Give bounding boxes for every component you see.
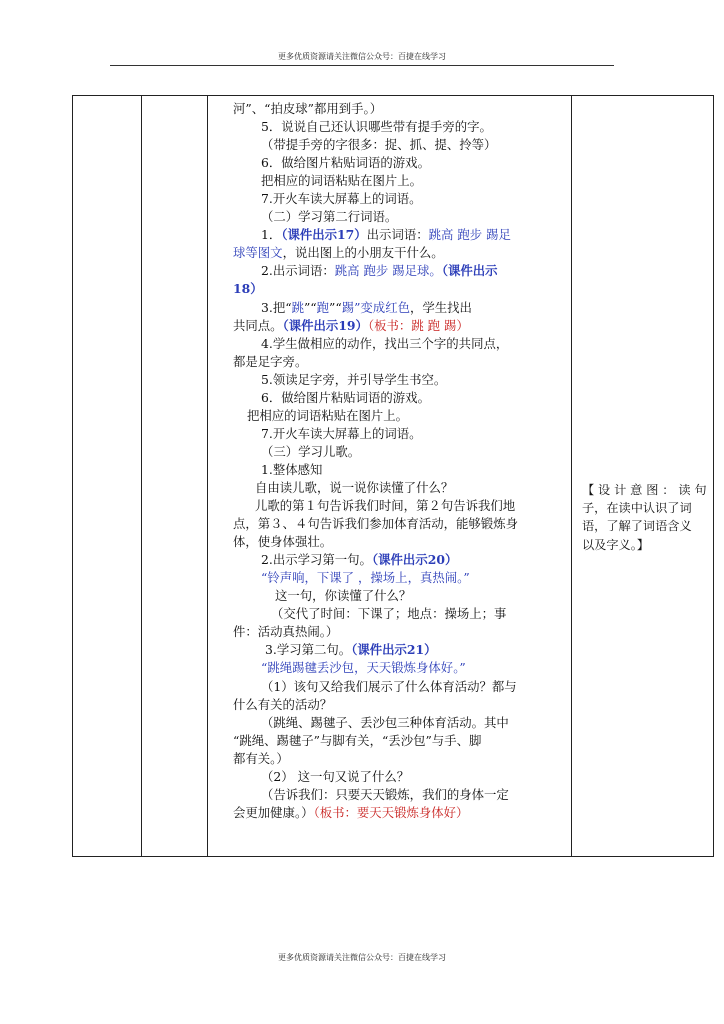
column-2-cell: [142, 96, 208, 857]
text-line: [233, 226, 569, 244]
text-run: 3.学习第二句。: [265, 642, 352, 658]
highlight-char: 跳: [291, 299, 304, 315]
text-line: “跳绳、踢毽子”与脚有关，“丢沙包”与手、脚: [233, 732, 482, 748]
text-line: [233, 641, 569, 659]
text-line: 都是足字旁。: [233, 353, 308, 369]
text-line: 1.整体感知: [261, 461, 323, 477]
courseware-cue: （课件出示19）: [282, 317, 368, 333]
text-line: 自由读儿歌，说一说你读懂了什么？: [255, 479, 454, 495]
text-run: ”“: [303, 299, 317, 315]
text-line: 体，使身体强壮。: [233, 534, 333, 550]
courseware-cue: （课件出示20）: [371, 552, 458, 568]
note-line: 以及字义。】: [582, 537, 650, 552]
text-line: [233, 244, 569, 262]
text-line: 把相应的词语粘贴在图片上。: [247, 407, 409, 423]
text-line: 什么有关的活动？: [233, 696, 333, 712]
teaching-process-text: [208, 96, 571, 856]
board-writing: （板书：要天天锻炼身体好）: [313, 804, 469, 820]
text-run: 2.出示词语：: [261, 263, 335, 279]
text-line: 4.学生做相应的动作，找出三个字的共同点，: [261, 335, 509, 351]
text-line: [233, 804, 569, 822]
nursery-rhyme-line: “铃声响，下课了 ，操场上，真热闹。”: [261, 570, 470, 586]
header-rule: [110, 65, 614, 66]
vocab-words: 跳高 跑步 踢足球。: [334, 263, 442, 279]
text-line: 河”、“拍皮球”都用到手。）: [233, 101, 383, 116]
text-line: [233, 551, 569, 569]
text-line: 把相应的词语粘贴在图片上。: [261, 173, 423, 189]
text-line: （二）学习第二行词语。: [261, 209, 398, 225]
text-line: （告诉我们：只要天天锻炼，我们的身体一定: [261, 786, 509, 802]
text-line: 6．做给图片粘贴词语的游戏。: [261, 155, 430, 171]
courseware-cue: 18）: [233, 281, 263, 297]
text-line: （2） 这一句又说了什么？: [261, 768, 410, 784]
text-run: ，说出图上的小朋友干什么。: [282, 245, 444, 261]
text-run: 2.出示学习第一句。: [261, 552, 372, 568]
text-line: （三）学习儿歌。: [261, 443, 361, 459]
teaching-process-cell: [208, 96, 572, 857]
board-writing: （板书：跳 跑 踢）: [367, 317, 469, 333]
text-line: （跳绳、踢毽子、丢沙包三种体育活动。其中: [261, 714, 509, 730]
page-footer: 更多优质资源请关注微信公众号：百捷在线学习: [278, 953, 446, 962]
lesson-plan-table: [72, 95, 714, 857]
text-line: [233, 317, 569, 335]
courseware-cue: （课件出示17）: [281, 227, 367, 243]
page-header: 更多优质资源请关注微信公众号：百捷在线学习: [278, 52, 446, 61]
design-intent-cell: [572, 96, 714, 857]
note-line: 子，在读中认识了词: [582, 501, 692, 516]
highlight-text: ”变成红色: [354, 299, 410, 315]
nursery-rhyme-line: “跳绳踢毽丢沙包，天天锻炼身体好。”: [261, 660, 466, 676]
text-line: （带提手旁的字很多：捉、抓、提、拎等）: [261, 137, 497, 153]
note-line: 语，了解了词语含义: [582, 519, 692, 534]
text-line: 这一句，你读懂了什么？: [275, 588, 412, 604]
vocab-words: 跳高 跑步 踢足: [428, 227, 511, 243]
text-line: 件：活动真热闹。）: [233, 624, 339, 640]
text-line: 7.开火车读大屏幕上的词语。: [261, 425, 422, 441]
text-line: 6．做给图片粘贴词语的游戏。: [261, 389, 430, 405]
text-line: 点，第３、４句告诉我们参加体育活动，能够锻炼身: [233, 516, 518, 532]
design-intent-note: [572, 481, 713, 554]
highlight-char: 踢: [341, 299, 355, 315]
vocab-words: 球等图文: [233, 245, 283, 261]
text-run: 出示词语：: [366, 227, 429, 243]
courseware-cue: （课件出示: [441, 263, 498, 279]
text-line: 7.开火车读大屏幕上的词语。: [261, 191, 422, 207]
text-run: ”“: [329, 299, 342, 315]
column-1-cell: [73, 96, 142, 857]
text-run: 1．: [261, 227, 282, 243]
text-line: [233, 299, 569, 317]
text-line: （交代了时间：下课了；地点：操场上；事: [271, 606, 507, 622]
text-line: （1）该句又给我们展示了什么体育活动？都与: [261, 678, 517, 694]
text-line: 5.领读足字旁，并引导学生书空。: [261, 371, 447, 387]
text-run: 会更加健康。）: [233, 804, 314, 820]
highlight-char: 跑: [316, 299, 330, 315]
text-line: 儿歌的第１句告诉我们时间，第２句告诉我们地: [255, 498, 516, 514]
text-line: [233, 262, 569, 280]
text-run: ，学生找出: [409, 299, 472, 315]
note-line: 【 设 计 意 图 ： 读 句: [582, 483, 707, 497]
text-line: 5．说说自己还认识哪些带有提手旁的字。: [261, 119, 492, 135]
text-run: 3.把“: [261, 299, 292, 315]
text-run: 共同点。: [233, 317, 283, 333]
text-line: 都有关。）: [233, 750, 289, 766]
courseware-cue: （课件出示21）: [351, 642, 437, 658]
